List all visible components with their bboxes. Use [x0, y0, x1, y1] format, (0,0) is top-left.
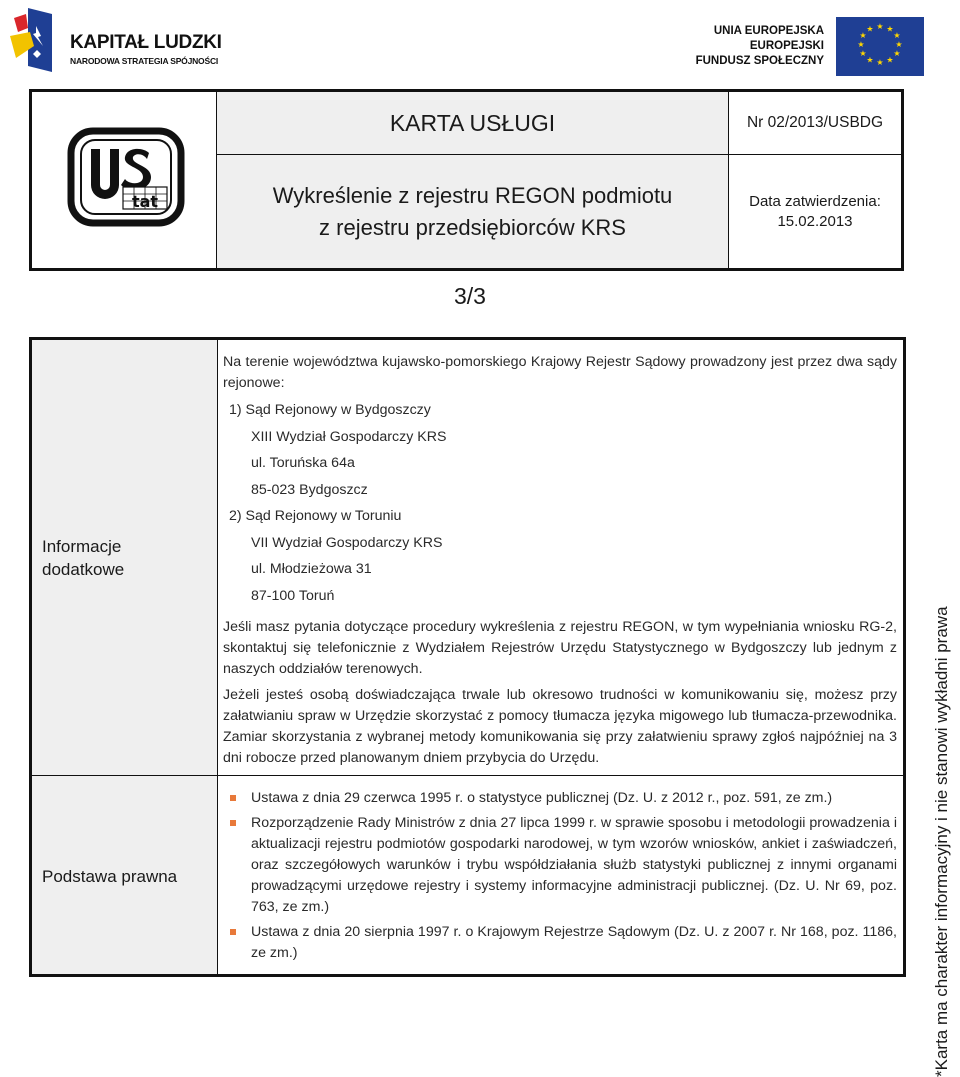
additional-info-content [223, 352, 897, 769]
questions-paragraph: Jeśli masz pytania dotyczące procedury wykreślenia z rejestru REGON, w tym wypełniania wniosku RG-2, skontaktuj się telefonicznie z Wydziałem Rejestrów Urzędu Statystycznego w Bydgoszczy lub jednym z naszych oddziałów terenowych. [223, 619, 897, 677]
card-number: Nr 02/2013/USBDG [729, 92, 901, 155]
court-2: 2) Sąd Rejonowy w Toruniu [229, 508, 402, 524]
legal-basis-content [223, 788, 897, 968]
eu-line-3: FUNDUSZ SPOŁECZNY [695, 55, 824, 67]
court-2-street: ul. Młodzieżowa 31 [251, 561, 372, 577]
legal-item-text: Ustawa z dnia 20 sierpnia 1997 r. o Krajowym Rejestrze Sądowym (Dz. U. z 2007 r. Nr 168, poz. 1186, ze zm.) [251, 924, 897, 961]
svg-text:★: ★ [866, 24, 874, 34]
courts-intro: Na terenie województwa kujawsko-pomorskiego Krajowy Rejestr Sądowy prowadzony jest przez dwa sądy rejonowe: [223, 354, 897, 391]
kapital-ludzki-subtitle: NARODOWA STRATEGIA SPÓJNOŚCI [70, 56, 219, 66]
service-name-line-1: Wykreślenie z rejestru REGON podmiotu [272, 183, 673, 208]
ustat-logo-icon [67, 127, 185, 227]
additional-info-label-line-2: dodatkowe [42, 560, 125, 579]
legal-item [223, 813, 897, 918]
court-2-department: VII Wydział Gospodarczy KRS [251, 534, 443, 551]
svg-text:★: ★ [876, 58, 884, 67]
additional-info-label-line-1: Informacje [42, 537, 122, 556]
svg-text:★: ★ [886, 55, 894, 65]
svg-text:★: ★ [866, 55, 874, 65]
legal-item [223, 922, 897, 964]
kapital-ludzki-logo [8, 6, 223, 78]
legal-item-text: Rozporządzenie Rady Ministrów z dnia 27 lipca 1999 r. w sprawie sposobu i metodologii prowadzenia i aktualizacji rejestru podmiotów gospodarki narodowej, w tym wzorów wniosków, ankiet i zaświadczeń, oraz szczegółowych warunków i trybu współdziałania służb statystyki publicznej z innymi organami prowadzącymi urzędowe rejestry i systemy informacyjne administracji publicznej. (Dz. U. Nr 69, poz. 763, ze zm.) [251, 815, 897, 915]
service-name-line-2: z rejestru przedsiębiorców KRS [319, 215, 626, 240]
court-1-city: 85-023 Bydgoszcz [251, 481, 368, 498]
svg-text:★: ★ [859, 31, 867, 40]
ustat-logo-cell [32, 92, 217, 268]
svg-text:★: ★ [857, 40, 865, 49]
eu-line-1: UNIA EUROPEJSKA [713, 25, 824, 37]
card-title: KARTA USŁUGI [217, 92, 728, 155]
row-divider [32, 775, 903, 776]
court-1-street: ul. Toruńska 64a [251, 455, 355, 471]
court-2-city: 87-100 Toruń [251, 587, 335, 604]
svg-text:★: ★ [893, 31, 901, 40]
svg-text:tat: tat [131, 192, 159, 211]
card-header-table [29, 89, 904, 271]
additional-info-label [42, 535, 124, 581]
eu-fund-text [696, 24, 824, 69]
info-table [29, 337, 906, 977]
bullet-square-icon [230, 929, 236, 935]
eu-line-2: EUROPEJSKI [749, 40, 824, 52]
kapital-ludzki-title: KAPITAŁ LUDZKI [70, 32, 222, 53]
page-number: 3/3 [454, 283, 486, 309]
card-meta-cell [729, 92, 901, 268]
court-1: 1) Sąd Rejonowy w Bydgoszczy [229, 402, 431, 418]
legal-basis-list [223, 788, 897, 964]
disclaimer-side-note: *Karta ma charakter informacyjny i nie stanowi wykładni prawa [932, 606, 951, 1077]
approval-date: 15.02.2013 [777, 213, 853, 230]
svg-text:★: ★ [895, 40, 903, 49]
court-1-department: XIII Wydział Gospodarczy KRS [251, 428, 447, 445]
svg-text:★: ★ [859, 49, 867, 58]
bullet-square-icon [230, 795, 236, 801]
svg-text:★: ★ [886, 24, 894, 34]
service-title-cell [217, 92, 729, 268]
disability-paragraph: Jeżeli jesteś osobą doświadczająca trwale lub okresowo trudności w komunikowaniu się, możesz przy załatwianiu spraw w Urzędzie skorzystać z pomocy tłumacza języka migowego lub tłumacza-przewodnika. Zamiar skorzystania z wybranej metody komunikowania się przy załatwieniu sprawy zgłoś najpóźniej na 3 dni robocze przed planowanym dniem przybycia do Urzędu. [223, 687, 897, 766]
legal-item [223, 788, 897, 809]
legal-basis-label: Podstawa prawna [42, 867, 178, 886]
kapital-ludzki-emblem-icon [8, 6, 54, 74]
bullet-square-icon [230, 820, 236, 826]
service-name [217, 156, 728, 268]
svg-text:★: ★ [893, 49, 901, 58]
legal-item-text: Ustawa z dnia 29 czerwca 1995 r. o statystyce publicznej (Dz. U. z 2012 r., poz. 591, ze zm.) [251, 790, 833, 806]
eu-flag-icon [836, 17, 924, 76]
approval-date-block [729, 156, 901, 268]
svg-text:★: ★ [876, 22, 884, 31]
approval-date-label: Data zatwierdzenia: [749, 193, 881, 210]
